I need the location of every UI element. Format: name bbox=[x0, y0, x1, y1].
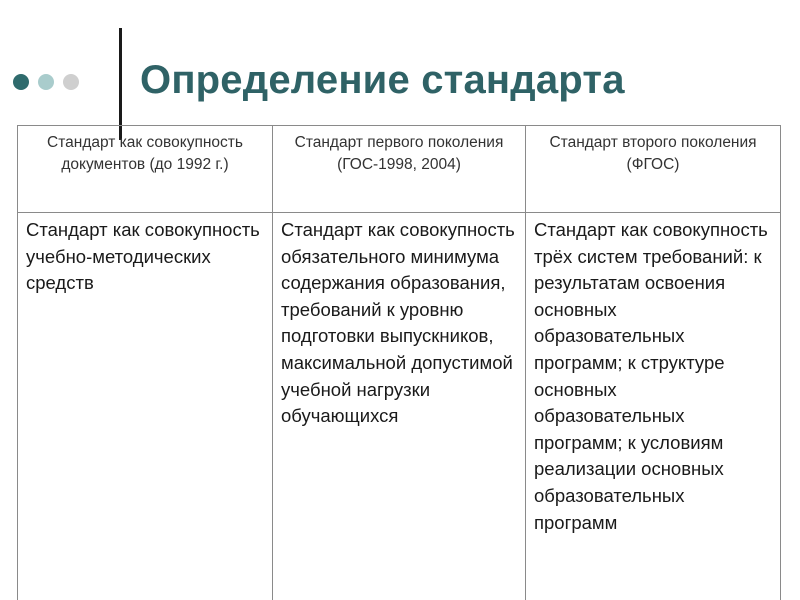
dot-light-icon bbox=[38, 74, 54, 90]
table-row bbox=[18, 213, 781, 600]
table-header-cell: Стандарт как совокупность документов (до 1992 г.) bbox=[18, 126, 273, 213]
slide-title: Определение стандарта bbox=[140, 58, 625, 102]
table-header-row bbox=[18, 126, 781, 213]
comparison-table bbox=[17, 125, 781, 600]
table-header-cell: Стандарт второго поколения (ФГОС) bbox=[526, 126, 781, 213]
dot-dark-icon bbox=[13, 74, 29, 90]
dot-grey-icon bbox=[63, 74, 79, 90]
table-cell: Стандарт как совокупность трёх систем требований: к результатам освоения основных образовательных программ; к структуре основных образовательных программ; к условиям реализации основных образовательных программ bbox=[526, 213, 781, 600]
table-header-cell: Стандарт первого поколения (ГОС-1998, 2004) bbox=[273, 126, 526, 213]
table-cell: Стандарт как совокупность учебно-методических средств bbox=[18, 213, 273, 600]
table-cell: Стандарт как совокупность обязательного минимума содержания образования, требований к уровню подготовки выпускников, максимальной допустимой учебной нагрузки обучающихся bbox=[273, 213, 526, 600]
title-divider-line bbox=[119, 28, 122, 140]
decorative-dots bbox=[13, 74, 79, 90]
